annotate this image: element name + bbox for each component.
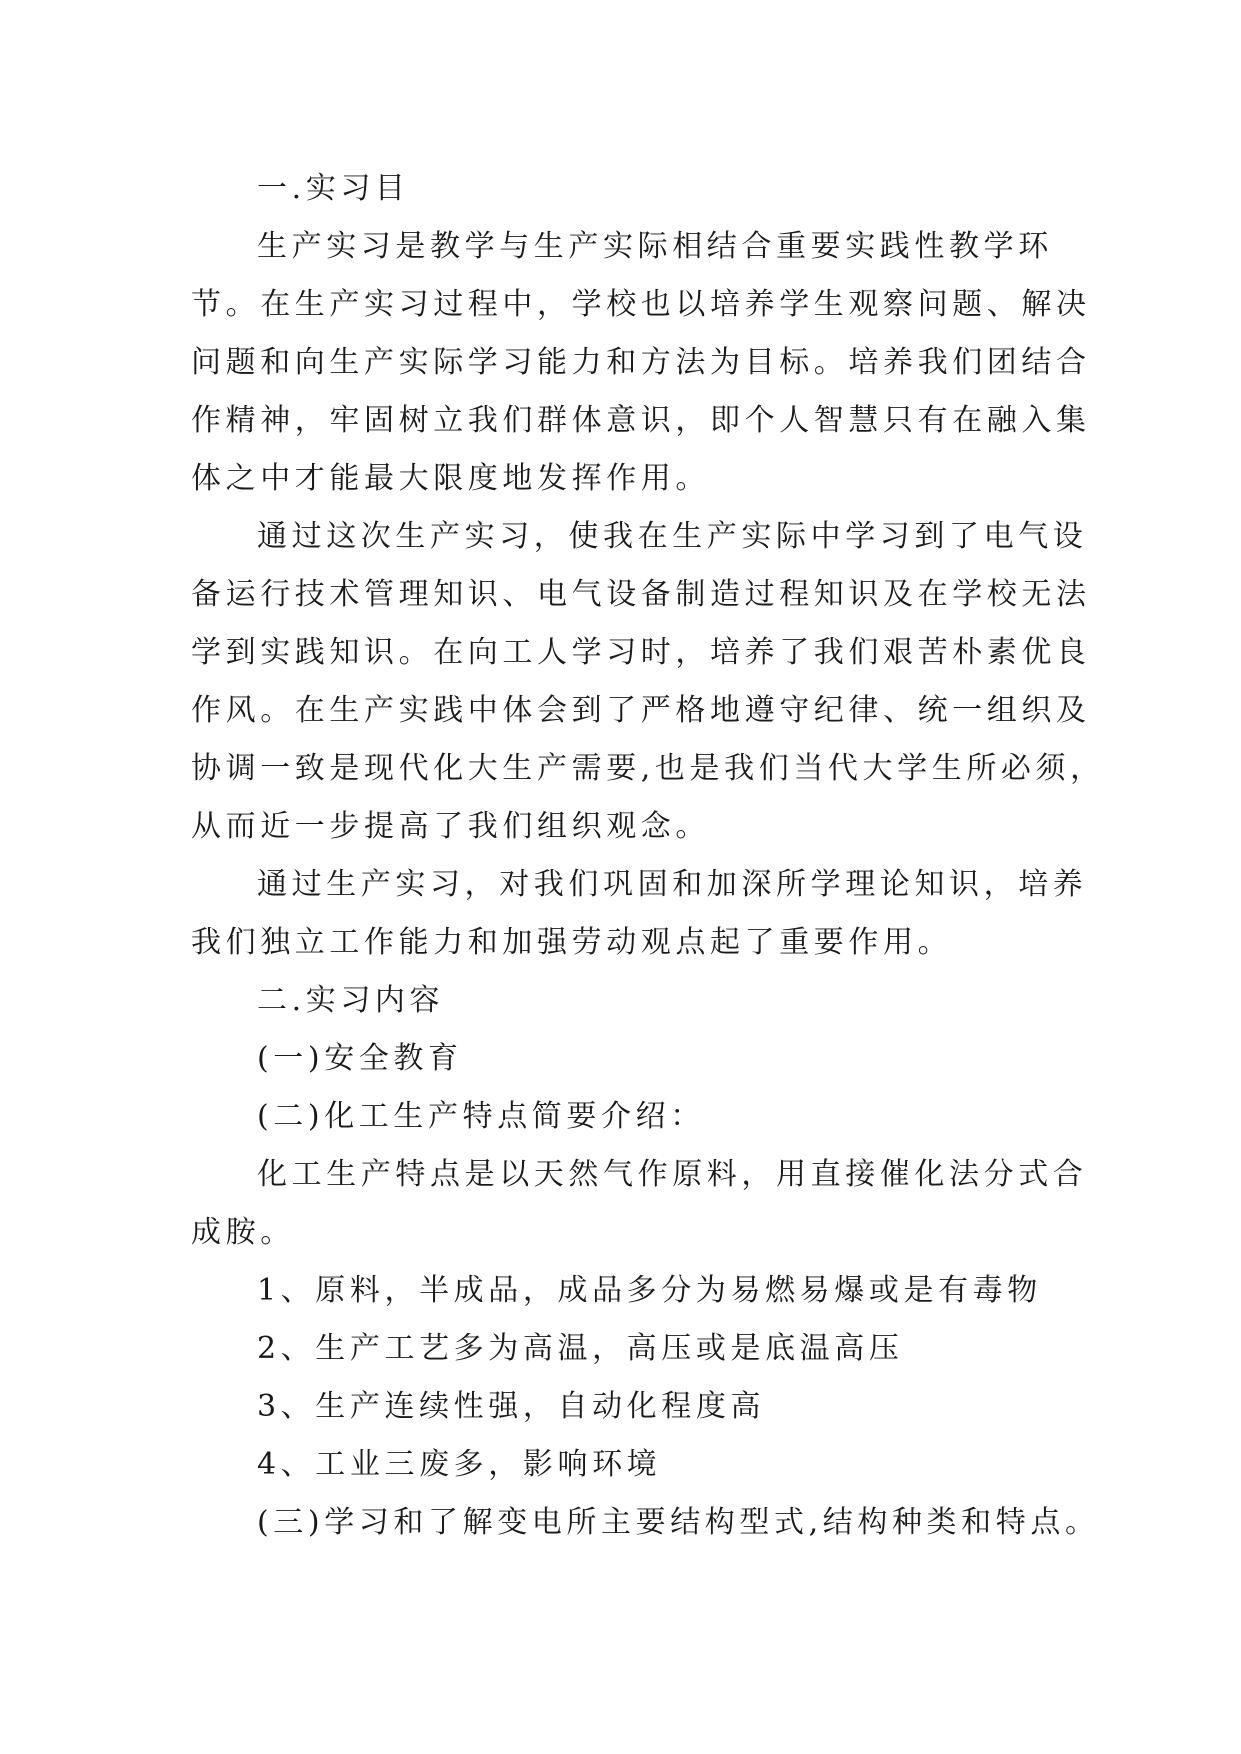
list-item: 3、生产连续性强，自动化程度高 [257,1389,766,1424]
paragraph-line: 我们独立工作能力和加强劳动观点起了重要作用。 [191,925,953,960]
paragraph-line: 化工生产特点是以天然气作原料，用直接催化法分式合 [257,1157,1088,1192]
paragraph-line: 通过这次生产实习，使我在生产实际中学习到了电气设 [257,519,1088,554]
section-heading: 二.实习内容 [257,983,445,1018]
list-item: 2、生产工艺多为高温，高压或是底温高压 [257,1331,904,1366]
subsection-heading: (一)安全教育 [257,1041,463,1076]
document-body [191,160,1105,1552]
list-item: 4、工业三废多，影响环境 [257,1447,662,1482]
section-heading: 一.实习目 [257,171,410,206]
paragraph-line: 生产实习是教学与生产实际相结合重要实践性教学环 [257,229,1053,264]
paragraph-line: 作风。在生产实践中体会到了严格地遵守纪律、统一组织及 [191,693,1091,728]
subsection-heading: (三)学习和了解变电所主要结构型式,结构种类和特点。 [257,1505,1100,1540]
paragraph-line: 协调一致是现代化大生产需要,也是我们当代大学生所必须， [191,751,1105,786]
paragraph-line: 通过生产实习，对我们巩固和加深所学理论知识，培养 [257,867,1088,902]
paragraph-line: 作精神，牢固树立我们群体意识，即个人智慧只有在融入集 [191,403,1091,438]
subsection-heading: (二)化工生产特点简要介绍： [257,1099,705,1134]
paragraph-line: 备运行技术管理知识、电气设备制造过程知识及在学校无法 [191,577,1091,612]
paragraph-line: 成胺。 [191,1215,295,1250]
paragraph-line: 节。在生产实习过程中，学校也以培养学生观察问题、解决 [191,287,1091,322]
paragraph-line: 学到实践知识。在向工人学习时，培养了我们艰苦朴素优良 [191,635,1091,670]
paragraph-line: 从而近一步提高了我们组织观念。 [191,809,710,844]
paragraph-line: 体之中才能最大限度地发挥作用。 [191,461,710,496]
paragraph-line: 问题和向生产实际学习能力和方法为目标。培养我们团结合 [191,345,1091,380]
list-item: 1、原料，半成品，成品多分为易燃易爆或是有毒物 [257,1273,1042,1308]
